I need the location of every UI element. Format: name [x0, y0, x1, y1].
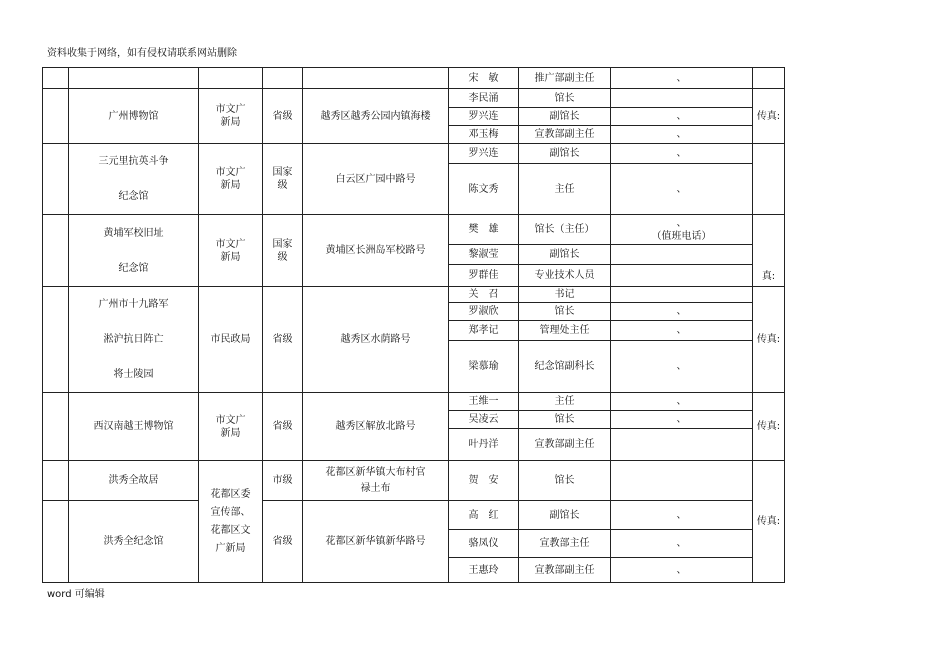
contact-name: 宋 敏 — [449, 68, 519, 89]
venue-name-line: 黄埔军校旧址 — [103, 227, 164, 239]
contact-name: 叶丹洋 — [449, 429, 519, 461]
contact-name: 罗兴连 — [449, 144, 519, 164]
table-row — [43, 393, 785, 411]
contact-title: 专业技术人员 — [519, 265, 611, 287]
contact-phone: 、 — [611, 411, 753, 429]
contact-name: 罗淑欣 — [449, 303, 519, 321]
contact-phone — [611, 287, 753, 303]
contact-title: 副馆长 — [519, 144, 611, 164]
fax-cell: 传真: — [753, 393, 785, 461]
phone-value: 、 — [676, 217, 687, 229]
authority-text: 花都区委宣传部、花都区文广新局 — [210, 488, 251, 554]
authority-text: 市文广新局 — [215, 414, 246, 439]
index-cell — [43, 89, 69, 144]
page-header: 资料收集于网络，如有侵权请联系网站删除 — [47, 48, 237, 59]
contact-phone: 、 — [611, 164, 753, 215]
fax-cell: 传真: — [753, 287, 785, 393]
index-cell — [43, 144, 69, 215]
fax-cell: 真: — [753, 215, 785, 287]
address-cell — [303, 461, 449, 501]
authority-text: 市文广新局 — [215, 167, 246, 191]
phone-note: （值班电话） — [651, 230, 712, 242]
contact-name: 梁慕瑜 — [449, 341, 519, 393]
contact-phone: 、 — [611, 501, 753, 530]
venue-name-cell: 西汉南越王博物馆 — [69, 393, 199, 461]
table-row — [43, 144, 785, 164]
address-cell: 黄埔区长洲岛军校路号 — [303, 215, 449, 287]
venue-directory-table — [42, 67, 785, 583]
contact-phone: 、 — [611, 303, 753, 321]
contact-name: 贺 安 — [449, 461, 519, 501]
contact-title: 馆长 — [519, 411, 611, 429]
contact-title: 副馆长 — [519, 501, 611, 530]
contact-title: 馆长（主任） — [519, 215, 611, 245]
contact-title: 主任 — [519, 393, 611, 411]
contact-phone: 、 — [611, 126, 753, 144]
index-cell — [43, 287, 69, 393]
contact-name: 李民涌 — [449, 89, 519, 108]
contact-name: 陈文秀 — [449, 164, 519, 215]
contact-name: 樊 雄 — [449, 215, 519, 245]
contact-title: 书记 — [519, 287, 611, 303]
contact-phone — [611, 245, 753, 265]
address-cell: 越秀区解放北路号 — [303, 393, 449, 461]
address-cell — [303, 68, 449, 89]
index-cell — [43, 393, 69, 461]
level-cell — [263, 144, 303, 215]
fax-cell — [753, 144, 785, 215]
contact-phone — [611, 89, 753, 108]
venue-name-line: 淞沪抗日阵亡 — [103, 334, 164, 345]
level-cell — [263, 215, 303, 287]
authority-cell — [199, 144, 263, 215]
fax-cell — [753, 68, 785, 89]
authority-cell: 市民政局 — [199, 287, 263, 393]
contact-title: 宣教部副主任 — [519, 126, 611, 144]
contact-name: 郑孝记 — [449, 321, 519, 341]
level-cell: 省级 — [263, 393, 303, 461]
contact-title: 宣教部主任 — [519, 530, 611, 558]
venue-name-line: 纪念馆 — [118, 191, 149, 202]
authority-cell — [199, 461, 263, 583]
address-cell: 白云区广园中路号 — [303, 144, 449, 215]
contact-phone — [611, 461, 753, 501]
authority-cell — [199, 393, 263, 461]
level-cell — [263, 68, 303, 89]
contact-name: 王维一 — [449, 393, 519, 411]
contact-name: 高 红 — [449, 501, 519, 530]
contact-phone: 、 — [611, 144, 753, 164]
venue-name-cell — [69, 215, 199, 287]
index-cell — [43, 215, 69, 287]
level-cell: 省级 — [263, 501, 303, 583]
contact-title: 主任 — [519, 164, 611, 215]
table-row — [43, 287, 785, 303]
contact-phone: 、 — [611, 341, 753, 393]
contact-name: 骆凤仪 — [449, 530, 519, 558]
venue-name-line: 广州市十九路军 — [98, 299, 169, 310]
level-cell: 省级 — [263, 287, 303, 393]
index-cell — [43, 461, 69, 501]
contact-title: 副馆长 — [519, 108, 611, 126]
contact-name: 黎淑莹 — [449, 245, 519, 265]
contact-title: 管理处主任 — [519, 321, 611, 341]
authority-cell — [199, 89, 263, 144]
contact-name: 罗群佳 — [449, 265, 519, 287]
venue-name-line: 纪念馆 — [118, 262, 149, 274]
contact-title: 馆长 — [519, 303, 611, 321]
contact-phone — [611, 215, 753, 245]
authority-cell — [199, 215, 263, 287]
table-row — [43, 461, 785, 501]
index-cell — [43, 68, 69, 89]
table-row — [43, 89, 785, 108]
address-text: 花都区新华镇大布村官禄土布 — [325, 466, 426, 494]
venue-name-cell — [69, 144, 199, 215]
contact-phone — [611, 265, 753, 287]
contact-title: 纪念馆副科长 — [519, 341, 611, 393]
address-cell: 越秀区越秀公园内镇海楼 — [303, 89, 449, 144]
contact-title: 副馆长 — [519, 245, 611, 265]
contact-name: 关 召 — [449, 287, 519, 303]
fax-cell: 传真: — [753, 461, 785, 583]
contact-title: 馆长 — [519, 461, 611, 501]
fax-cell: 传真: — [753, 89, 785, 144]
contact-name: 邓玉梅 — [449, 126, 519, 144]
address-cell — [303, 501, 449, 583]
venue-name-cell — [69, 68, 199, 89]
contact-title: 宣教部副主任 — [519, 558, 611, 583]
table-row — [43, 501, 785, 530]
contact-title: 馆长 — [519, 89, 611, 108]
venue-name-line: 三元里抗英斗争 — [98, 156, 169, 167]
contact-phone: 、 — [611, 321, 753, 341]
table-row — [43, 68, 785, 89]
contact-name: 王惠玲 — [449, 558, 519, 583]
level-text: 国家级 — [272, 238, 293, 263]
contact-phone: 、 — [611, 68, 753, 89]
contact-title: 宣教部副主任 — [519, 429, 611, 461]
address-text: 花都区新华镇新华路号 — [325, 535, 426, 547]
level-cell: 省级 — [263, 89, 303, 144]
contact-phone: 、 — [611, 530, 753, 558]
index-cell — [43, 501, 69, 583]
contact-phone: 、 — [611, 558, 753, 583]
venue-name-cell: 洪秀全故居 — [69, 461, 199, 501]
table-row — [43, 215, 785, 245]
contact-name: 吴凌云 — [449, 411, 519, 429]
level-text: 国家级 — [272, 167, 293, 191]
page-footer: word 可编辑 — [47, 589, 105, 600]
contact-title: 推广部副主任 — [519, 68, 611, 89]
contact-phone — [611, 429, 753, 461]
level-cell: 市级 — [263, 461, 303, 501]
authority-cell — [199, 68, 263, 89]
contact-phone: 、 — [611, 393, 753, 411]
contact-name: 罗兴连 — [449, 108, 519, 126]
authority-text: 市文广新局 — [215, 104, 246, 128]
venue-name-line: 将士陵园 — [113, 369, 154, 380]
venue-name-cell: 洪秀全纪念馆 — [69, 501, 199, 583]
address-cell: 越秀区水荫路号 — [303, 287, 449, 393]
contact-phone: 、 — [611, 108, 753, 126]
venue-name-cell — [69, 287, 199, 393]
authority-text: 市文广新局 — [215, 238, 246, 263]
venue-name-cell: 广州博物馆 — [69, 89, 199, 144]
